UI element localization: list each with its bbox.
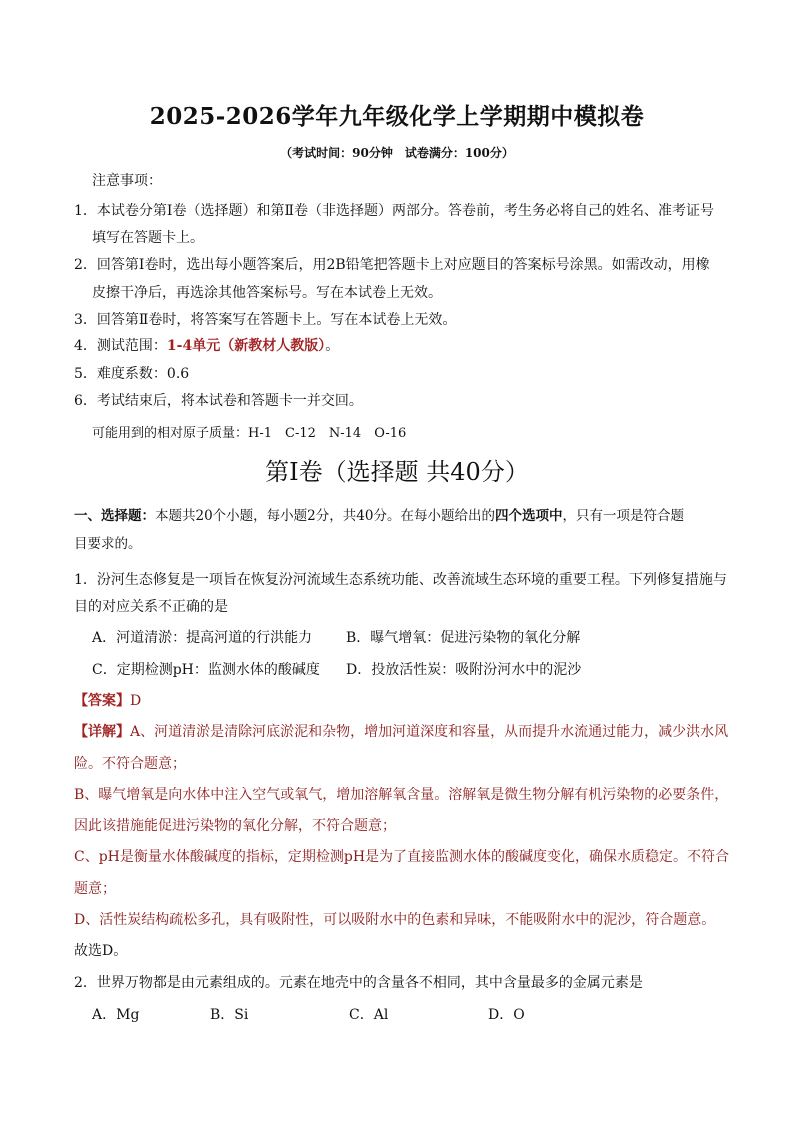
- instructions-text-continued: 目要求的。: [74, 536, 142, 552]
- question-1-answer: [74, 692, 141, 710]
- instructions-text: 本题共20个小题，每小题2分，共40分。在每小题给出的: [155, 508, 495, 524]
- answer-value: D: [130, 693, 142, 709]
- instructions-text: ，只有一项是符合题: [562, 508, 684, 524]
- detail-text: C、pH是衡量水体酸碱度的指标，定期检测pH是为了直接监测水体的酸碱度变化，确保水质稳定。不符合: [74, 849, 730, 865]
- detail-text: 题意；: [74, 881, 116, 897]
- note-text: 考试结束后，将本试卷和答题卡一并交回。: [96, 393, 363, 409]
- note-text-continued: 皮擦干净后，再选涂其他答案标号。写在本试卷上无效。: [92, 285, 442, 301]
- note-text-continued: 填写在答题卡上。: [92, 230, 204, 246]
- note-item: [74, 337, 339, 355]
- atomic-masses: 可能用到的相对原子质量：H-1 C-12 N-14 O-16: [92, 426, 407, 441]
- detail-text: B、曝气增氧是向水体中注入空气或氧气，增加溶解氧含量。溶解氧是微生物分解有机污染物的必要条件，: [74, 787, 729, 803]
- section-title: 第Ⅰ卷（选择题 共40分）: [265, 458, 529, 486]
- notes-heading: 注意事项：: [92, 173, 162, 189]
- note-number: 4．: [74, 338, 97, 354]
- detail-text: 险。不符合题意；: [74, 756, 186, 772]
- note-number: 6．: [74, 393, 97, 409]
- instructions-label: 一、选择题：: [74, 508, 155, 524]
- note-number: 5．: [74, 366, 97, 382]
- question-2-option-b: B．Si: [210, 1007, 249, 1023]
- answer-label: 【答案】: [74, 693, 130, 709]
- question-2-option-a: A．Mg: [92, 1007, 140, 1023]
- note-text: 。: [325, 338, 340, 354]
- test-scope: 1-4单元（新教材人教版）: [166, 338, 326, 354]
- note-text: 难度系数：0.6: [96, 366, 190, 382]
- question-1-option-c: C．定期检测pH：监测水体的酸碱度: [92, 662, 320, 678]
- page-title: 2025-2026学年九年级化学上学期期中模拟卷: [149, 103, 645, 130]
- note-item: [74, 202, 714, 220]
- question-1-option-a: A．河道清淤：提高河道的行洪能力: [92, 630, 313, 646]
- question-1-detail: [74, 723, 728, 741]
- note-number: 2．: [74, 257, 97, 273]
- note-number: 3．: [74, 312, 97, 328]
- question-1-stem: 1．汾河生态修复是一项旨在恢复汾河流域生态系统功能、改善流域生态环境的重要工程。下列修复措施与: [74, 572, 727, 588]
- note-text: 回答第Ⅰ卷时，选出每小题答案后，用2B铅笔把答题卡上对应题目的答案标号涂黑。如需改动，用橡: [96, 257, 710, 273]
- note-item: [74, 392, 363, 410]
- question-2-stem: 2．世界万物都是由元素组成的。元素在地壳中的含量各不相同，其中含量最多的金属元素是: [74, 975, 643, 991]
- detail-text: D、活性炭结构疏松多孔，具有吸附性，可以吸附水中的色素和异味，不能吸附水中的泥沙，符合题意。: [74, 912, 716, 928]
- question-2-option-d: D．O: [488, 1007, 525, 1023]
- detail-text: 因此该措施能促进污染物的氧化分解，不符合题意；: [74, 818, 396, 834]
- instructions-emphasis: 四个选项中: [494, 508, 563, 524]
- note-text: 测试范围：: [96, 338, 167, 354]
- detail-text: A、河道清淤是清除河底淤泥和杂物，增加河道深度和容量，从而提升水流通过能力，减少洪水风: [130, 724, 729, 740]
- detail-conclusion: 故选D。: [74, 943, 128, 959]
- exam-info: （考试时间：90分钟 试卷满分：100分）: [280, 146, 514, 160]
- section-instructions: [74, 507, 684, 525]
- question-1-stem-continued: 目的对应关系不正确的是: [74, 599, 228, 615]
- detail-label: 【详解】: [74, 724, 130, 740]
- note-item: [74, 365, 189, 383]
- note-text: 本试卷分第Ⅰ卷（选择题）和第Ⅱ卷（非选择题）两部分。答卷前，考生务必将自己的姓名、准考证号: [96, 203, 714, 219]
- question-1-option-b: B．曝气增氧：促进污染物的氧化分解: [346, 630, 581, 646]
- note-item: [74, 311, 456, 329]
- note-number: 1．: [74, 203, 97, 219]
- question-1-option-d: D．投放活性炭：吸附汾河水中的泥沙: [346, 662, 582, 678]
- question-2-option-c: C．Al: [349, 1007, 389, 1023]
- note-item: [74, 256, 710, 274]
- note-text: 回答第Ⅱ卷时，将答案写在答题卡上。写在本试卷上无效。: [96, 312, 457, 328]
